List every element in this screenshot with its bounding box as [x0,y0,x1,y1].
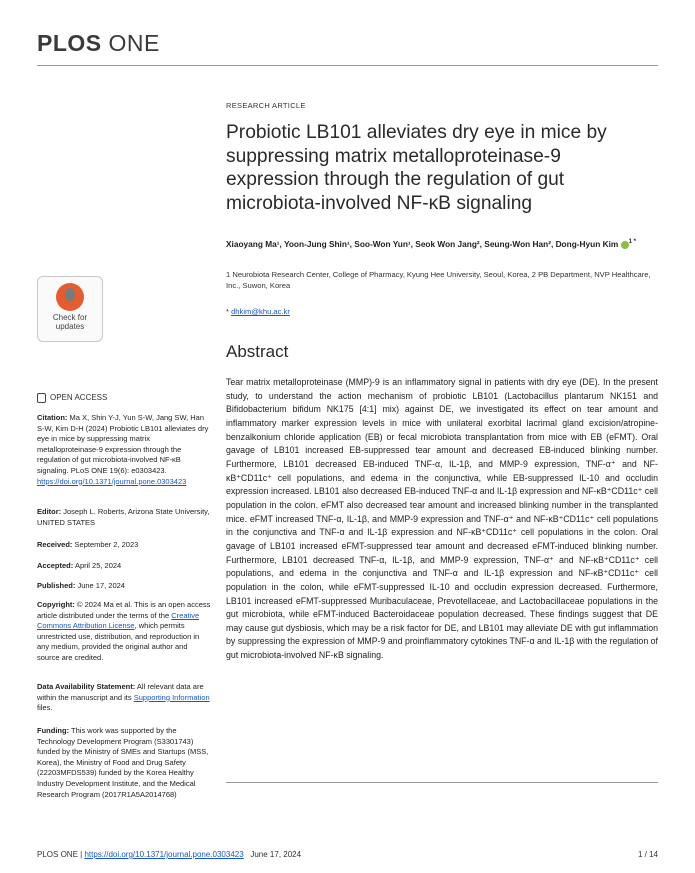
data-availability-text: All relevant data are within the manuscript and its [37,682,204,702]
citation-text: Ma X, Shin Y-J, Yun S-W, Jang SW, Han S-W, Kim D-H (2024) Probiotic LB101 alleviates dry eye in mice by suppressing matrix metalloproteinase-9 expression through the regulation of gut microbiota-involved NF-κB signaling. PLoS ONE 19(6): e0303423. [37,413,209,475]
badge-line2: updates [55,322,85,331]
logo-plos: PLOS [37,30,102,56]
check-for-updates-badge[interactable] [37,276,103,342]
open-access-label [37,393,107,403]
citation-label: Citation: [37,413,68,422]
orcid-icon[interactable] [621,241,629,249]
article-type: RESEARCH ARTICLE [226,101,306,110]
copyright-label: Copyright: [37,600,75,609]
page-footer: PLOS ONE | https://doi.org/10.1371/journal.pone.0303423 June 17, 2024 1 / 14 [37,850,658,859]
data-availability-block [37,682,212,714]
bookmark-icon [56,283,84,311]
funding-label: Funding: [37,726,70,735]
editor-block [37,507,212,528]
received-label: Received: [37,540,73,549]
copyright-text: © 2024 Ma et al. This is an open access article distributed under the terms of the [37,600,211,620]
copyright-text-end: , which permits unrestricted use, distribution, and reproduction in any medium, provided the original author and source are credited. [37,621,200,662]
citation-doi-link[interactable]: https://doi.org/10.1371/journal.pone.0303423 [37,476,187,486]
received-text: September 2, 2023 [74,540,139,549]
author-superscript: 1 * [628,239,636,245]
footer-date: June 17, 2024 [250,850,302,859]
lock-icon [37,393,46,403]
data-availability-text-end: files. [37,703,53,713]
article-title: Probiotic LB101 alleviates dry eye in mice by suppressing matrix metalloproteinase-9 expression through the regulation of gut microbiota-involved NF-κB signaling [226,122,607,214]
author-list [226,236,658,251]
abstract-heading: Abstract [226,342,289,361]
open-access-text: OPEN ACCESS [50,393,108,403]
published-label: Published: [37,581,76,590]
received-block [37,540,212,551]
accepted-label: Accepted: [37,561,74,570]
accepted-text: April 25, 2024 [74,561,122,570]
editor-text: Joseph L. Roberts, Arizona State University, UNITED STATES [37,507,210,527]
footer-journal: PLOS ONE [37,850,78,859]
supporting-information-link[interactable]: Supporting Information [133,692,210,702]
page-number: 1 / 14 [637,850,658,859]
footer-rule [226,782,658,783]
abstract-text: Tear matrix metalloproteinase (MMP)-9 is an inflammatory signal in patients with dry eye (DE). In the present study, to understand the action mechanism of probiotic LB101 (Lactobacillus plantarum NK151 and Bifidobacterium bifidum NK175 [4:1] mix) against DE, we investigated its effect on tear amount and inflammatory marker expression levels in mice with unilateral exorbital lacrimal gland excision/atropine-benzalkonium chloride application (EB) or fecal microbiota transplantation from mice with EB (eFMT). Oral gavage of LB101 increased EB-suppressed tear amount and decreased EB-induced blinking number. Furthermore, LB101 decreased EB-induced TNF-α, IL-1β, and MMP-9 expression, TNF-α⁺ and NF-κB⁺CD11c⁺ cell populations, and edema in the conjunctiva, while EB-suppressed IL-10 and occludin expression increased. LB101 also decreased EB-induced TNF-α and IL-1β expression and NF-κB⁺CD11c⁺ cell population in the colon. eFMT also decreased tear amount and increased blinking number in the transplanted mice. eFMT increased TNF-α, IL-1β, and MMP-9 expression and TNF-α⁺ and NF-κB⁺CD11c⁺ cell populations in the conjunctiva and TNF-α and IL-1β expression and NF-κB⁺CD11c⁺ cell populations in the colon. Oral gavage of LB101 increased eFMT-suppressed tear amount and decreased eFMT-induced blinking number. Furthermore, LB101 decreased TNF-α, IL-1β, and MMP-9 expression, TNF-α⁺ and NF-κB⁺CD11c⁺ cell populations, and edema in the conjunctiva and TNF-α and IL-1β expression and NF-κB⁺CD11c⁺ cell population in the colon, while eFMT-suppressed IL-10 and occludin expression decreased. Furthermore, LB101 increased eFMT-suppressed Muribaculaceae, Prevotellaceae, and Lactobacillaceae populations in the gut microbiota, while eFMT-induced Bacteroidaceae population decreased. These findings suggest that DE may cause gut dysbiosis, which may be a risk factor for DE, and LB101 may alleviate DE with gut inflammation by suppressing the expression of MMP-9 and proinflammatory cytokines TNF-α and IL-1β with the regulation of gut microbiota-involved NF-κB signaling. [226,377,658,661]
authors-text: Xiaoyang Ma¹, Yoon-Jung Shin¹, Soo-Won Yun¹, Seok Won Jang², Seung-Won Han², Dong-Hyun Kim [226,238,619,249]
journal-logo [37,30,160,57]
footer-doi-link[interactable]: https://doi.org/10.1371/journal.pone.0303423 [84,850,244,859]
funding-block [37,726,212,800]
affiliations: 1 Neurobiota Research Center, College of Pharmacy, Kyung Hee University, Seoul, Korea, 2 PB Department, NVP Healthcare, Inc., Suwon, Korea [226,270,651,290]
funding-text: This work was supported by the Technology Development Program (S3301743) funded by the Ministry of SMEs and Startups (MSS, Korea), the Ministry of Food and Drug Safety (22203MFDS539) funded by the Korea Healthy Industry Development Institute, and the Medical Research Program (2017R1A5A2014768) [37,726,209,799]
email-link[interactable]: dhkim@khu.ac.kr [231,307,290,316]
data-availability-label: Data Availability Statement: [37,682,136,691]
published-block [37,581,212,592]
published-text: June 17, 2024 [77,581,125,590]
accepted-block [37,561,212,572]
corresponding-email: * dhkim@khu.ac.kr [226,307,290,316]
license-link[interactable]: Creative Commons Attribution License [37,610,200,631]
header-rule [37,65,658,66]
editor-label: Editor: [37,507,62,516]
logo-one: ONE [108,30,160,56]
citation-block [37,413,212,487]
badge-line1: Check for [52,313,88,322]
copyright-block [37,600,212,664]
